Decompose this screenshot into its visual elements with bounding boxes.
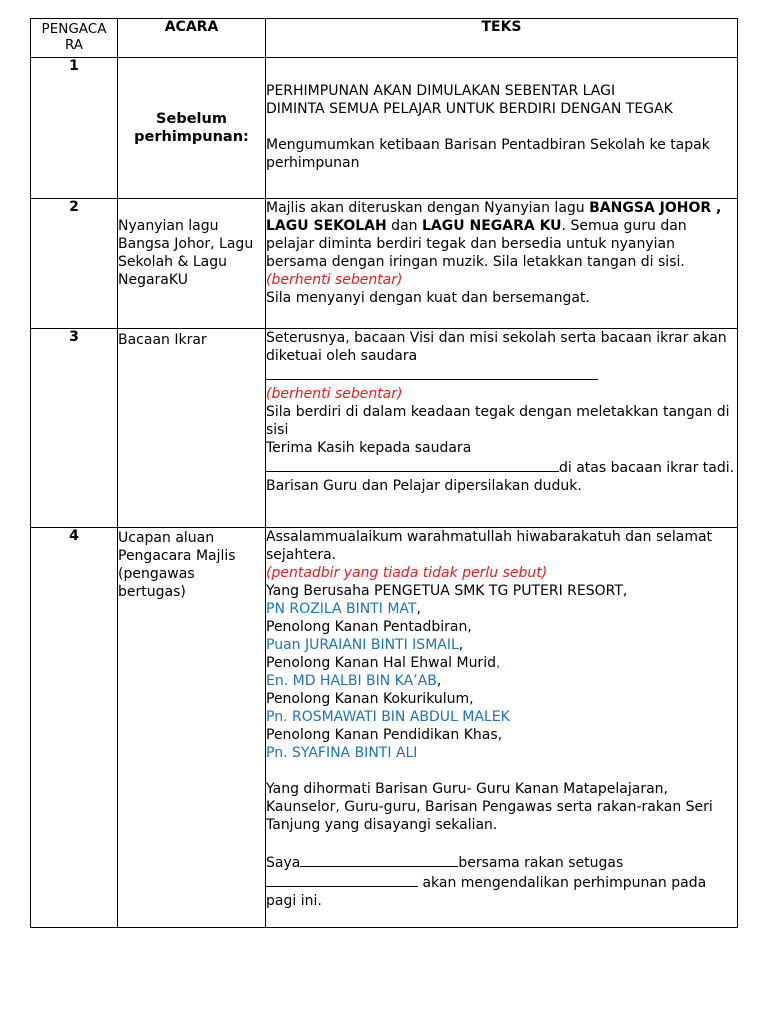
row-acara: Sebelum perhimpunan:	[118, 58, 266, 199]
name-text: En. MD HALBI BIN KA’AB	[266, 673, 437, 689]
table-row	[31, 58, 738, 199]
teks-text: Majlis akan diteruskan dengan Nyanyian lagu	[266, 200, 590, 216]
teks-line: Yang dihormati Barisan Guru- Guru Kanan Matapelajaran, Kaunselor, Guru-guru, Barisan Pengawas serta rakan-rakan Seri Tanjung yang disayangi sekalian.	[266, 781, 713, 833]
teks-note: (berhenti sebentar)	[266, 386, 403, 402]
row-teks	[266, 329, 738, 528]
teks-text: bersama rakan setugas	[458, 855, 624, 871]
teks-text: di atas bacaan ikrar tadi.	[559, 460, 735, 476]
teks-paragraph	[266, 457, 737, 477]
header-row	[31, 19, 738, 58]
row-number: 1	[31, 58, 118, 199]
row-teks	[266, 199, 738, 329]
teks-paragraph	[266, 636, 737, 654]
teks-line: Yang Berusaha PENGETUA SMK TG PUTERI RESORT,	[266, 583, 628, 599]
name-text: PN ROZILA BINTI MAT	[266, 601, 417, 617]
teks-text: ,	[436, 673, 442, 689]
teks-line: DIMINTA SEMUA PELAJAR UNTUK BERDIRI DENGAN TEGAK	[266, 101, 673, 117]
teks-text: ,	[458, 637, 464, 653]
teks-text: dan	[386, 218, 422, 234]
blank-line	[266, 365, 737, 385]
row-number: 3	[31, 329, 118, 528]
teks-text: . Semua guru dan pelajar diminta berdiri tegak dan bersedia untuk nyanyian bersama dengan iringan muzik. Sila letakkan tangan di sisi.	[266, 218, 687, 270]
teks-line: Sila berdiri di dalam keadaan tegak dengan meletakkan tangan di sisi	[266, 404, 730, 438]
row-teks	[266, 58, 738, 199]
teks-text: ,	[416, 601, 421, 617]
row-number: 2	[31, 199, 118, 329]
teks-text: Saya	[266, 855, 301, 871]
table-row	[31, 528, 738, 928]
teks-line: Seterusnya, bacaan Visi dan misi sekolah serta bacaan ikrar akan diketuai oleh saudara	[266, 330, 727, 364]
table-row	[31, 199, 738, 329]
teks-line: Penolong Kanan Pentadbiran,	[266, 619, 472, 635]
programme-table	[30, 18, 738, 928]
row-acara: Bacaan Ikrar	[118, 329, 266, 528]
teks-text: ,	[495, 655, 501, 671]
header-pengacara: PENGACA RA	[31, 19, 118, 58]
teks-bold: LAGU NEGARA KU	[421, 218, 562, 234]
teks-line: Terima Kasih kepada saudara	[266, 440, 472, 456]
name-text: Pn. ROSMAWATI BIN ABDUL MALEK	[266, 709, 510, 725]
teks-paragraph	[266, 600, 737, 618]
name-text: Puan JURAIANI BINTI ISMAIL	[266, 637, 459, 653]
teks-text: Penolong Kanan Hal Ehwal Murid	[266, 655, 496, 671]
teks-line: Assalammualaikum warahmatullah hiwabarakatuh dan selamat sejahtera.	[266, 529, 713, 563]
header-teks: TEKS	[266, 19, 738, 58]
teks-line: Sila menyanyi dengan kuat dan bersemangat.	[266, 290, 590, 306]
teks-line: PERHIMPUNAN AKAN DIMULAKAN SEBENTAR LAGI	[266, 83, 616, 99]
teks-paragraph	[266, 852, 737, 872]
teks-paragraph	[266, 199, 737, 289]
teks-line: Mengumumkan ketibaan Barisan Pentadbiran Sekolah ke tapak perhimpunan	[266, 137, 710, 171]
teks-paragraph	[266, 872, 737, 910]
teks-line: Penolong Kanan Pendidikan Khas,	[266, 727, 503, 743]
row-acara: Nyanyian lagu Bangsa Johor, Lagu Sekolah & Lagu NegaraKU	[118, 199, 266, 329]
table-row	[31, 329, 738, 528]
name-text: Pn. SYAFINA BINTI ALI	[266, 745, 418, 761]
teks-bold: BANGSA JOHOR , LAGU SEKOLAH	[266, 200, 722, 234]
row-number: 4	[31, 528, 118, 928]
row-acara: Ucapan aluan Pengacara Majlis (pengawas bertugas)	[118, 528, 266, 928]
teks-note: (berhenti sebentar)	[266, 272, 403, 288]
teks-note: (pentadbir yang tiada tidak perlu sebut)	[266, 565, 548, 581]
teks-paragraph	[266, 654, 737, 672]
header-acara: ACARA	[118, 19, 266, 58]
teks-line: Barisan Guru dan Pelajar dipersilakan duduk.	[266, 478, 582, 494]
row-teks	[266, 528, 738, 928]
teks-text: akan mengendalikan perhimpunan pada pagi ini.	[266, 875, 707, 909]
teks-line: Penolong Kanan Kokurikulum,	[266, 691, 474, 707]
teks-paragraph	[266, 672, 737, 690]
